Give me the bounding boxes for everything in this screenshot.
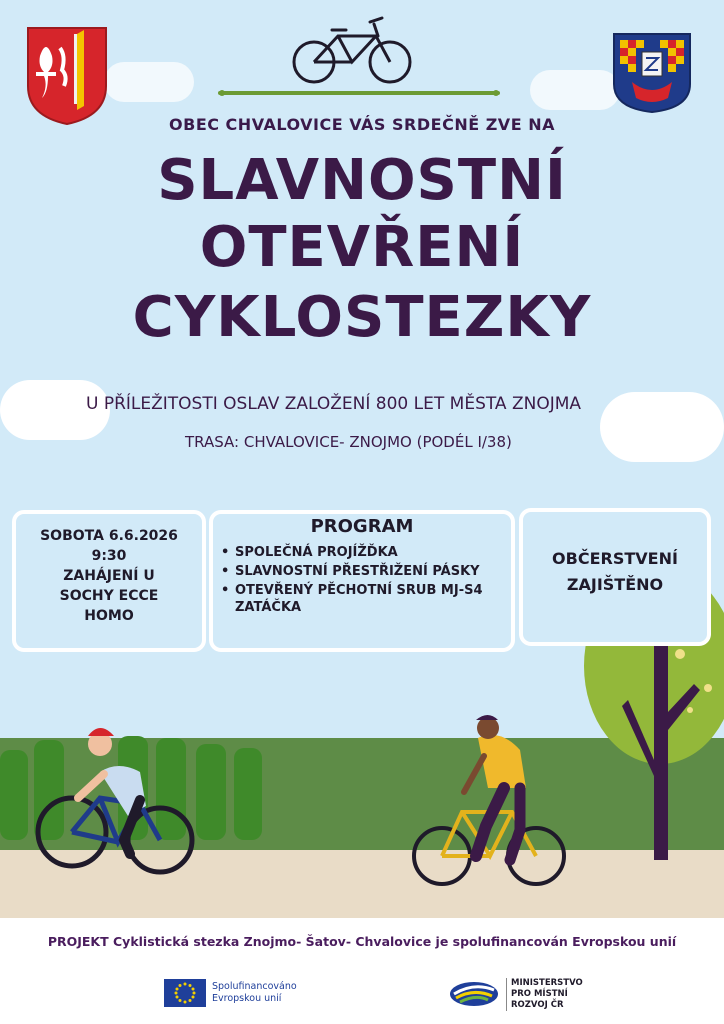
mmr-logo-line-3: ROZVOJ ČR: [511, 1000, 564, 1010]
refreshment-text: [523, 546, 707, 598]
refreshment-line-1: OBČERSTVENÍ: [552, 549, 678, 568]
program-item: • SPOLEČNÁ PROJÍŽĎKA: [219, 544, 509, 561]
title-line-2: OTEVŘENÍ: [199, 215, 525, 280]
title-line-1: SLAVNOSTNÍ: [157, 148, 567, 213]
program-box: [209, 510, 515, 652]
crest-chvalovice-icon: [26, 26, 108, 126]
invitation-line: OBEC CHVALOVICE VÁS SRDEČNĚ ZVE NA: [169, 115, 555, 134]
date-line: SOBOTA 6.6.2026: [40, 528, 178, 544]
refreshment-line-2: ZAJIŠTĚNO: [566, 575, 664, 594]
mmr-logo-icon: [448, 980, 500, 1008]
time-line: 9:30: [91, 548, 127, 564]
route-line: TRASA: CHVALOVICE- ZNOJMO (PODÉL I/38): [185, 433, 512, 451]
bicycle-icon: [286, 12, 416, 90]
mmr-logo-line-2: PRO MÍSTNÍ: [511, 989, 568, 999]
crest-znojmo-icon: [612, 32, 692, 114]
date-box: [12, 510, 206, 652]
cloud: [104, 62, 194, 102]
place-line-3: HOMO: [84, 608, 134, 624]
eu-logo-line-1: Spolufinancováno: [212, 981, 297, 992]
mmr-logo-text: [506, 978, 583, 1011]
date-text: [16, 526, 202, 626]
program-title: PROGRAM: [310, 516, 414, 537]
title-line-3: CYKLOSTEZKY: [132, 285, 592, 350]
cloud: [530, 70, 620, 110]
eu-flag-icon: [164, 979, 206, 1007]
eu-logo-line-2: Evropskou unií: [212, 993, 282, 1004]
project-funding-line: PROJEKT Cyklistická stezka Znojmo- Šatov- Chvalovice je spolufinancován Evropskou unií: [47, 934, 677, 949]
program-list: [219, 544, 509, 618]
place-line-1: ZAHÁJENÍ U: [63, 568, 155, 584]
decorative-line: [218, 90, 500, 96]
program-item: • SLAVNOSTNÍ PŘESTŘIŽENÍ PÁSKY: [219, 563, 509, 580]
refreshment-box: [519, 508, 711, 646]
mmr-logo-line-1: MINISTERSTVO: [511, 978, 583, 988]
eu-logo-text: [212, 981, 297, 1005]
occasion-line: U PŘÍLEŽITOSTI OSLAV ZALOŽENÍ 800 LET MĚSTA ZNOJMA: [86, 394, 582, 414]
program-item: • OTEVŘENÝ PĚCHOTNÍ SRUB MJ-S4 ZATÁČKA: [219, 582, 509, 616]
place-line-2: SOCHY ECCE: [59, 588, 159, 604]
